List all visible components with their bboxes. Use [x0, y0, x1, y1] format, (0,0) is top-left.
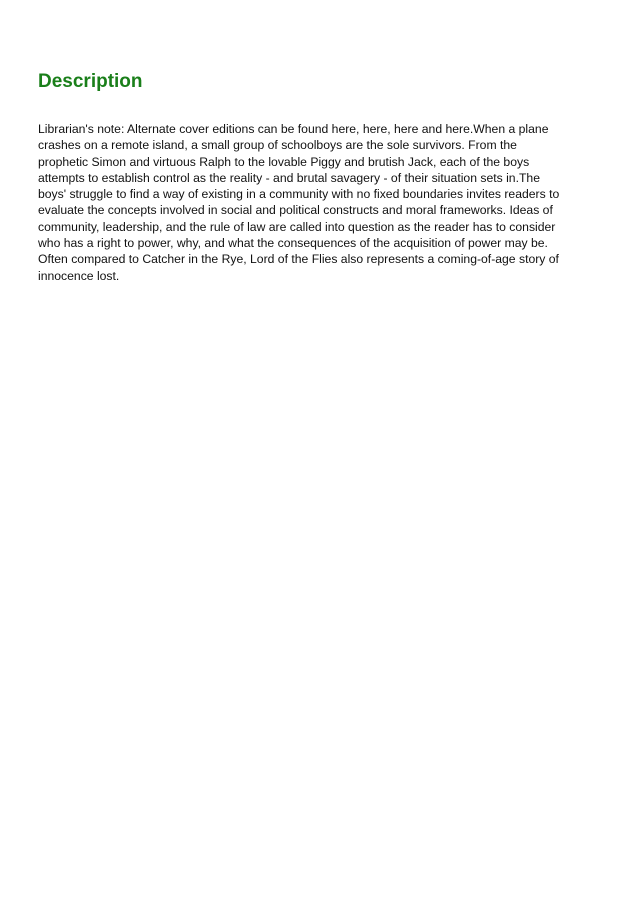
description-body: Librarian's note: Alternate cover editions can be found here, here, here and here.When a plane crashes on a remote island, a small group of schoolboys are the sole survivors. From the prophetic Simon and virtuous Ralph to the lovable Piggy and brutish Jack, each of the boys attempts to establish control as the reality - and brutal savagery - of their situation sets in.The boys' struggle to find a way of existing in a community with no fixed boundaries invites readers to evaluate the concepts involved in social and political constructs and moral frameworks. Ideas of community, leadership, and the rule of law are called into question as the reader has to consider who has a right to power, why, and what the consequences of the acquisition of power may be. Often compared to Catcher in the Rye, Lord of the Flies also represents a coming-of-age story of innocence lost.: [38, 122, 560, 283]
description-heading: Description: [38, 71, 143, 92]
